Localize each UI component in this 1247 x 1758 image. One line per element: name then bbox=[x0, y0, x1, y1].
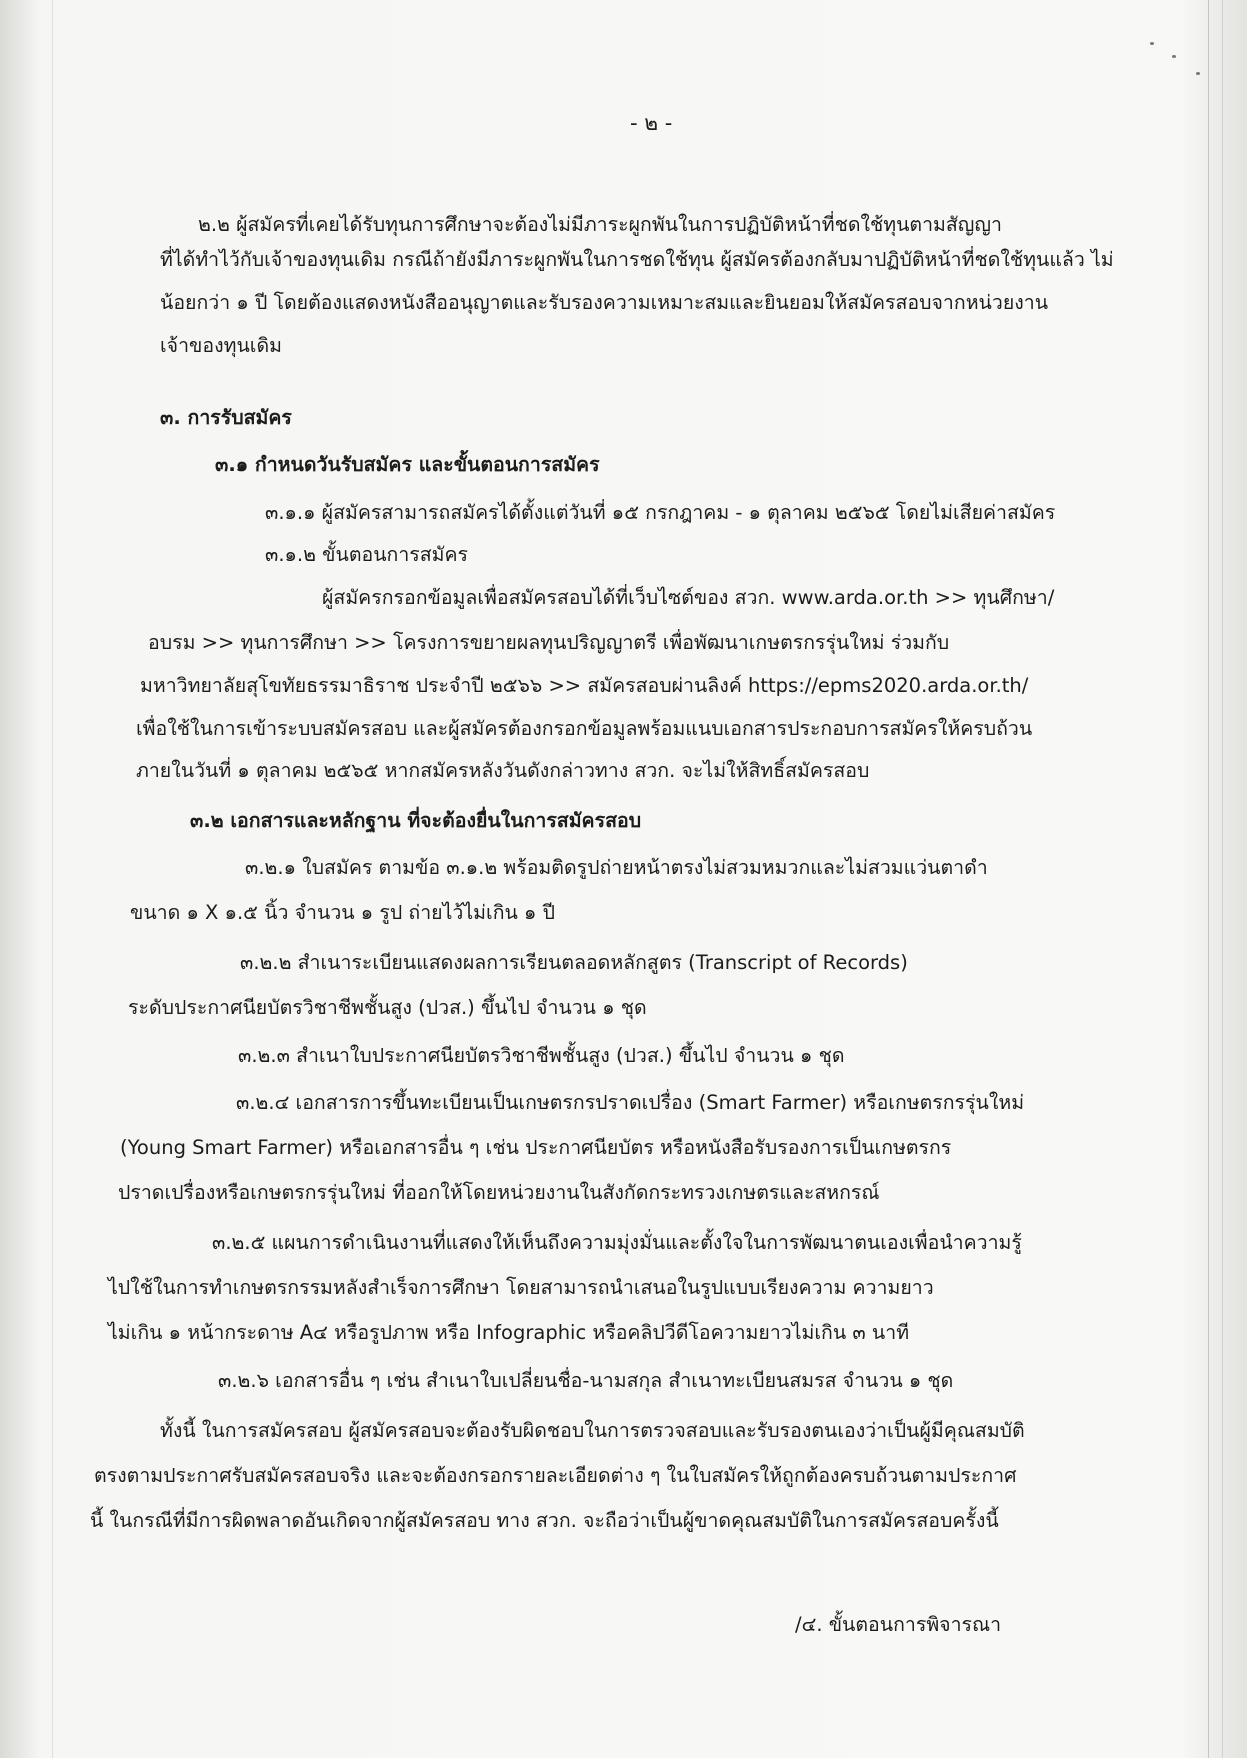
section-heading-3-1: ๓.๑ กำหนดวันรับสมัคร และขั้นตอนการสมัคร bbox=[215, 453, 600, 476]
fold-line bbox=[1208, 0, 1209, 1758]
item-3-2-2-line-1: ๓.๒.๒ สำเนาระเบียนแสดงผลการเรียนตลอดหลักสูตร (Transcript of Records) bbox=[240, 951, 908, 974]
paragraph-3-1-2-line-3: มหาวิทยาลัยสุโขทัยธรรมาธิราช ประจำปี ๒๕๖๖ >> สมัครสอบผ่านลิงค์ https://epms2020.arda.or.th/ bbox=[140, 674, 1029, 697]
paragraph-final-line-1: ทั้งนี้ ในการสมัครสอบ ผู้สมัครสอบจะต้องรับผิดชอบในการตรวจสอบและรับรองตนเองว่าเป็นผู้มีคุณสมบัติ bbox=[160, 1419, 1025, 1442]
paragraph-final-line-2: ตรงตามประกาศรับสมัครสอบจริง และจะต้องกรอกรายละเอียดต่าง ๆ ในใบสมัครให้ถูกต้องครบถ้วนตามประกาศ bbox=[94, 1464, 1017, 1487]
item-3-1-2: ๓.๑.๒ ขั้นตอนการสมัคร bbox=[265, 543, 469, 566]
paragraph-final-line-3: นี้ ในกรณีที่มีการผิดพลาดอันเกิดจากผู้สมัครสอบ ทาง สวก. จะถือว่าเป็นผู้ขาดคุณสมบัติในการสมัครสอบครั้งนี้ bbox=[90, 1509, 999, 1532]
fold-line bbox=[1222, 0, 1223, 1758]
item-3-2-5-line-3: ไม่เกิน ๑ หน้ากระดาษ A๔ หรือรูปภาพ หรือ Infographic หรือคลิปวีดีโอความยาวไม่เกิน ๓ นาที bbox=[108, 1321, 910, 1344]
section-heading-3: ๓. การรับสมัคร bbox=[160, 406, 292, 429]
item-3-2-1-line-1: ๓.๒.๑ ใบสมัคร ตามข้อ ๓.๑.๒ พร้อมติดรูปถ่ายหน้าตรงไม่สวมหมวกและไม่สวมแว่นตาดำ bbox=[245, 856, 988, 879]
item-3-2-3: ๓.๒.๓ สำเนาใบประกาศนียบัตรวิชาชีพชั้นสูง (ปวส.) ขึ้นไป จำนวน ๑ ชุด bbox=[238, 1044, 845, 1067]
paragraph-2-2-line-2: ที่ได้ทำไว้กับเจ้าของทุนเดิม กรณีถ้ายังมีภาระผูกพันในการชดใช้ทุน ผู้สมัครต้องกลับมาปฏิบัติหน้าที่ชดใช้ทุนแล้ว ไม่ bbox=[160, 248, 1114, 271]
page-number: - ๒ - bbox=[630, 111, 673, 135]
continuation-note: /๔. ขั้นตอนการพิจารณา bbox=[795, 1613, 1002, 1636]
paragraph-3-1-2-line-4: เพื่อใช้ในการเข้าระบบสมัครสอบ และผู้สมัครต้องกรอกข้อมูลพร้อมแนบเอกสารประกอบการสมัครให้ครบถ้วน bbox=[136, 717, 1033, 740]
item-3-2-1-line-2: ขนาด ๑ X ๑.๕ นิ้ว จำนวน ๑ รูป ถ่ายไว้ไม่เกิน ๑ ปี bbox=[130, 901, 555, 924]
paragraph-3-1-2-line-5: ภายในวันที่ ๑ ตุลาคม ๒๕๖๕ หากสมัครหลังวันดังกล่าวทาง สวก. จะไม่ให้สิทธิ์สมัครสอบ bbox=[136, 759, 870, 782]
section-heading-3-2: ๓.๒ เอกสารและหลักฐาน ที่จะต้องยื่นในการสมัครสอบ bbox=[190, 809, 642, 832]
item-3-2-4-line-3: ปราดเปรื่องหรือเกษตรกรรุ่นใหม่ ที่ออกให้โดยหน่วยงานในสังกัดกระทรวงเกษตรและสหกรณ์ bbox=[118, 1181, 880, 1204]
paragraph-2-2-line-4: เจ้าของทุนเดิม bbox=[160, 334, 282, 357]
item-3-2-5-line-1: ๓.๒.๕ แผนการดำเนินงานที่แสดงให้เห็นถึงความมุ่งมั่นและตั้งใจในการพัฒนาตนเองเพื่อนำความรู้ bbox=[212, 1231, 1022, 1254]
item-3-2-4-line-1: ๓.๒.๔ เอกสารการขึ้นทะเบียนเป็นเกษตรกรปราดเปรื่อง (Smart Farmer) หรือเกษตรกรรุ่นใหม่ bbox=[236, 1091, 1025, 1114]
paragraph-2-2-line-3: น้อยกว่า ๑ ปี โดยต้องแสดงหนังสืออนุญาตและรับรองความเหมาะสมและยินยอมให้สมัครสอบจากหน่วยงาน bbox=[160, 291, 1049, 314]
scan-speck bbox=[1172, 55, 1176, 58]
item-3-2-6: ๓.๒.๖ เอกสารอื่น ๆ เช่น สำเนาใบเปลี่ยนชื่อ-นามสกุล สำเนาทะเบียนสมรส จำนวน ๑ ชุด bbox=[218, 1369, 954, 1392]
paragraph-2-2-line-1: ๒.๒ ผู้สมัครที่เคยได้รับทุนการศึกษาจะต้องไม่มีภาระผูกพันในการปฏิบัติหน้าที่ชดใช้ทุนตามสัญญา bbox=[198, 213, 1002, 236]
fold-line bbox=[52, 0, 53, 1758]
item-3-2-4-line-2: (Young Smart Farmer) หรือเอกสารอื่น ๆ เช่น ประกาศนียบัตร หรือหนังสือรับรองการเป็นเกษตรกร bbox=[120, 1136, 952, 1159]
scan-speck bbox=[1196, 72, 1200, 75]
item-3-2-5-line-2: ไปใช้ในการทำเกษตรกรรมหลังสำเร็จการศึกษา โดยสามารถนำเสนอในรูปแบบเรียงความ ความยาว bbox=[108, 1276, 934, 1299]
scan-speck bbox=[1150, 42, 1154, 45]
paragraph-3-1-2-line-1: ผู้สมัครกรอกข้อมูลเพื่อสมัครสอบได้ที่เว็บไซต์ของ สวก. www.arda.or.th >> ทุนศึกษา/ bbox=[322, 586, 1055, 609]
paragraph-3-1-2-line-2: อบรม >> ทุนการศึกษา >> โครงการขยายผลทุนปริญญาตรี เพื่อพัฒนาเกษตรกรรุ่นใหม่ ร่วมกับ bbox=[148, 631, 950, 654]
item-3-1-1: ๓.๑.๑ ผู้สมัครสามารถสมัครได้ตั้งแต่วันที่ ๑๕ กรกฎาคม - ๑ ตุลาคม ๒๕๖๕ โดยไม่เสียค่าสมัคร bbox=[265, 501, 1056, 524]
item-3-2-2-line-2: ระดับประกาศนียบัตรวิชาชีพชั้นสูง (ปวส.) ขึ้นไป จำนวน ๑ ชุด bbox=[128, 996, 647, 1019]
